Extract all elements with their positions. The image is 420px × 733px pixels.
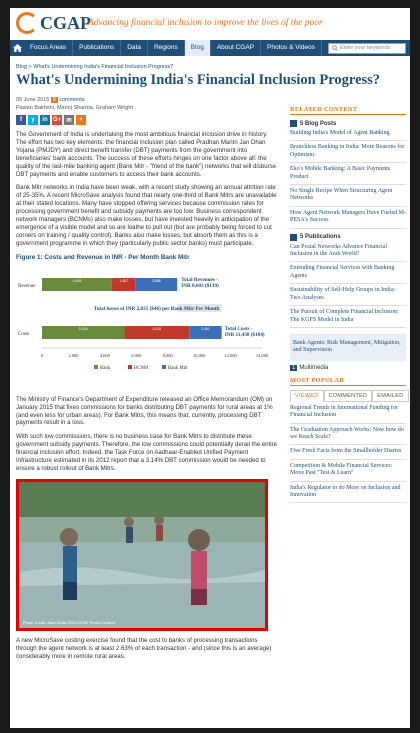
paragraph-4: With such low commissions, there is no business case for Bank Mitrs to distribute these government subsidy payments. Therefore, the low commissions could potentially derail the entire financial inclusion effort. Indeed, the Task Force on Aadhaar-Enabled Unified Payment Infrastructure estimated in its 2012 report that a 3.14% DBT commission would be needed to ensure a robust rollout of Bank Mitrs.	[16, 433, 278, 472]
paragraph-5: A new MicroSave costing exercise found that the cost to banks of processing transactions through the agent network is at least 2.63% of each transaction - and (since this is an average) considerably more in remote rural areas.	[16, 636, 272, 660]
linkedin-icon[interactable]: in	[40, 115, 50, 125]
chart-legend-label: Bank	[100, 365, 111, 371]
sidebar	[290, 106, 406, 503]
chart-segment-label: 2,668	[151, 278, 161, 283]
chart-legend-label: Bank Mitr	[168, 365, 188, 371]
related-publication-link[interactable]: Sustainability of Self-Help Groups in India: Two Analyses	[290, 284, 406, 306]
article-photo	[16, 479, 268, 631]
page-frame	[10, 8, 410, 728]
publications-label: 5 Publications	[300, 234, 341, 241]
logo-mark-icon	[16, 12, 38, 34]
multimedia-box	[290, 334, 406, 361]
chart-legend-swatch	[94, 365, 98, 369]
chart-annotation: Total losses of INR 2,835 ($46) per Bank Mitr Per Month	[93, 305, 220, 312]
twitter-icon[interactable]: y	[28, 115, 38, 125]
nav-item-focus-areas[interactable]: Focus Areas	[24, 40, 73, 56]
home-icon[interactable]	[10, 41, 24, 55]
tab-commented[interactable]: COMMENTED	[324, 390, 373, 402]
paragraph-3: The Ministry of Finance's Department of Expenditure released an Office Memorandum (OM) on January 2015 that fixes commissions for banks distributing DBT payments for rural areas at 1% (and even less for urban areas). For Bank Mitrs, this means that, currently, processing DBT payments result in a loss.	[16, 395, 273, 427]
logo-text: CGAP	[40, 12, 91, 33]
related-blog-list	[290, 127, 406, 229]
chart-x-tick: 8,000	[162, 352, 173, 358]
main-nav	[10, 40, 410, 56]
photo-credit: Photo Credit: Arka Dutta 2014 CGAP Photo Contest	[23, 619, 115, 625]
chart-legend-swatch	[128, 365, 132, 369]
most-popular-heading: MOST POPULAR	[290, 377, 406, 386]
chart-x-tick: 6,000	[131, 352, 142, 358]
related-content-heading: RELATED CONTENT	[290, 106, 406, 115]
related-blog-link[interactable]: How Agent Network Managers Have Fueled M-PESA's Success	[290, 207, 406, 229]
popular-link[interactable]: Five Fresh Facts from the Smallholder Diaries	[290, 445, 406, 459]
article-authors[interactable]: Pawan Bakhshi, Manoj Sharma, Graham Wright	[16, 105, 133, 111]
chart-canvas	[16, 264, 278, 390]
search-placeholder: Enter your keywords	[340, 45, 391, 51]
related-blog-link[interactable]: Building India's Model of Agent Banking	[290, 127, 406, 141]
chart-segment-label: 5,254	[78, 326, 88, 331]
chart-segment-label: 2,061	[201, 326, 210, 331]
comment-count-badge[interactable]: 8	[52, 97, 56, 103]
popular-link[interactable]: Regional Trends in International Funding for Financial Inclusion	[290, 402, 406, 424]
popular-list	[290, 402, 406, 504]
article-meta	[16, 96, 278, 112]
email-icon[interactable]: ✉	[64, 115, 74, 125]
multimedia-label: Multimedia	[299, 364, 329, 371]
cgap-logo[interactable]	[16, 12, 91, 34]
share-bar	[16, 115, 278, 125]
chart-segment-label: 1,487	[119, 278, 128, 283]
chart-annotation: Total Revenues -INR 8,603 ($139)	[181, 276, 219, 289]
tab-viewed[interactable]: VIEWED	[290, 390, 324, 402]
chart-x-tick: 14,000	[255, 352, 269, 358]
nav-item-data[interactable]: Data	[121, 40, 148, 56]
nav-item-blog[interactable]: Blog	[185, 40, 211, 56]
popular-tabs	[290, 390, 406, 402]
chart-legend-label: BCNM	[134, 365, 149, 371]
chart-segment-label: 4,448	[72, 278, 82, 283]
cost-revenue-chart	[16, 264, 278, 390]
google-plus-icon[interactable]: G+	[52, 117, 62, 123]
chart-category-label: Costs	[18, 331, 30, 337]
popular-link[interactable]: India's Regulator to do More on Inclusion and Innovation	[290, 482, 406, 504]
photo-image	[19, 482, 265, 628]
chart-legend-swatch	[162, 365, 166, 369]
search-input[interactable]	[328, 43, 406, 54]
paragraph-1: The Government of India is undertaking the most ambitious financial inclusion drive in history. The effort has two key elements: the financial inclusion plan called Pradhan Mantri Jan Dhan Yojana (PMJDY) and direct benefit transfer (DBT) payments from the government into beneficiaries' bank accounts. The success of these efforts hinges on one factor above all: the quality of the last-mile banking agent (Bank Mitr - "friend of the bank") networks that will disburse DBT payments and enable customers to access their bank accounts.	[16, 131, 277, 178]
chart-x-tick: 2,000	[68, 352, 79, 358]
publications-subheading	[290, 234, 406, 241]
nav-item-regions[interactable]: Regions	[148, 40, 185, 56]
popular-link[interactable]: The Graduation Approach Works: Now how do we Reach Scale?	[290, 424, 406, 446]
figure-title: Figure 1: Costs and Revenue in INR - Per Month Bank Mitr	[16, 253, 190, 261]
paragraph-2: Bank Mitr networks in India have been weak, with a recent study showing an annual attrition rate of 25-35%. A recent MicroSave analysis found that nearly one-third of Bank Mitrs are unavailable at their stated locations. Many have stopped offering services because commission rates for processing government benefit and subsidy payments are too low. Business correspondent network managers (BCNMs) also make losses, but have invested heavily in anticipation of the emergence of a visible model and so are loathe to pull out (but are probably being forced to cut corners on training / quality control). Banks also make losses, but absorb them as this is a government programme in which they (particularly public sector banks) must participate.	[16, 184, 277, 247]
related-publication-link[interactable]: Extending Financial Services with Banking Agents	[290, 262, 406, 284]
search-icon	[332, 45, 338, 51]
chart-annotation: Total Costs -INR 11,438 ($184)	[224, 325, 265, 338]
site-tagline: Advancing financial inclusion to improve the lives of the poor	[88, 18, 323, 28]
nav-item-about[interactable]: About CGAP	[211, 40, 261, 56]
blog-posts-label: 5 Blog Posts	[300, 120, 337, 127]
blog-icon	[290, 120, 297, 127]
chart-x-tick: 0	[40, 352, 44, 358]
related-blog-link[interactable]: No Single Recipe When Structuring Agent Networks	[290, 185, 406, 207]
tab-emailed[interactable]: EMAILED	[372, 390, 408, 402]
breadcrumb[interactable]: Blog > What's Undermining India's Financial Inclusion Progress?	[16, 64, 174, 70]
multimedia-item[interactable]: Bank Agents: Risk Management, Mitigation, and Supervision	[293, 339, 401, 354]
nav-item-photos-videos[interactable]: Photos & Videos	[261, 40, 322, 56]
popular-link[interactable]: Competition & Mobile Financial Services: Move Past "Test & Learn"	[290, 460, 406, 482]
related-publication-link[interactable]: The Pursuit of Complete Financial Inclusion: The KGFS Model in India	[290, 306, 406, 328]
more-share-icon[interactable]: +	[76, 115, 86, 125]
page-title: What's Undermining India's Financial Inclusion Progress?	[16, 72, 381, 88]
article-body	[16, 96, 278, 661]
publication-icon	[290, 234, 297, 241]
chart-segment-label: 4,116	[152, 326, 162, 331]
related-publications-list	[290, 241, 406, 328]
facebook-icon[interactable]: f	[16, 115, 26, 125]
blog-posts-subheading	[290, 120, 406, 127]
chart-x-tick: 12,000	[224, 352, 237, 358]
related-blog-link[interactable]: Branchless Banking in India: More Reasons for Optimism	[290, 141, 406, 163]
related-publication-link[interactable]: Can Postal Networks Advance Financial Inclusion in the Arab World?	[290, 241, 406, 263]
chart-x-tick: 10,000	[192, 352, 206, 358]
multimedia-count-badge: 1	[292, 364, 296, 371]
related-blog-link[interactable]: Eko's Mobile Banking: A Basic Payments Product	[290, 163, 406, 185]
chart-category-label: Revenue	[18, 283, 36, 289]
nav-item-publications[interactable]: Publications	[73, 40, 121, 56]
article-date: 05 June 2015	[16, 97, 50, 103]
chart-x-tick: 4,000	[99, 352, 110, 358]
multimedia-count[interactable]	[290, 365, 406, 371]
site-header	[10, 8, 410, 38]
comments-link[interactable]: comments	[59, 97, 85, 103]
